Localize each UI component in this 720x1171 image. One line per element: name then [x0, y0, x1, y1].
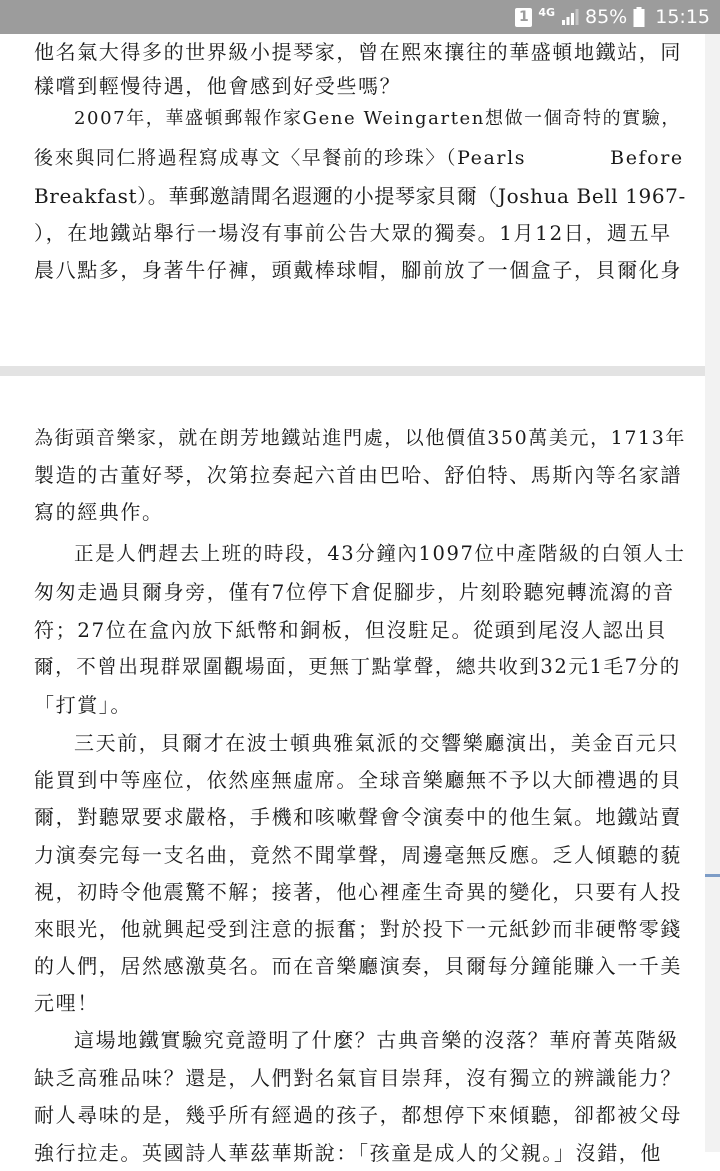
text-line: 來眼光，他就興起受到注意的振奮；對於投下一元紙鈔而非硬幣零錢 [34, 917, 682, 941]
text-line: 製造的古董好琴，次第拉奏起六首由巴哈、舒伯特、馬斯內等名家譜 [34, 463, 682, 487]
battery-percentage: 85% [585, 6, 628, 28]
sim-badge: 1 [515, 8, 532, 27]
text-line: 樣嚐到輕慢待遇，他會感到好受些嗎？ [34, 74, 402, 98]
text-line: 元哩！ [34, 991, 99, 1015]
scroll-position-marker[interactable] [705, 874, 720, 877]
text-line: ），在地鐵站舉行一場沒有事前公告大眾的獨奏。1月12日，週五早 [34, 221, 672, 245]
text-line: 強行拉走。英國詩人華茲華斯說：「孩童是成人的父親。」沒錯，他 [34, 1141, 662, 1165]
network-type-label: 4G [538, 5, 555, 19]
text-line: 的人們，居然感激莫名。而在音樂廳演奏，貝爾每分鐘能賺入一千美 [34, 954, 682, 978]
text-line: 三天前，貝爾才在波士頓典雅氣派的交響樂廳演出，美金百元只 [74, 731, 679, 755]
status-icons [515, 0, 710, 34]
text-line: 寫的經典作。 [34, 500, 164, 524]
text-line: 力演奏完每一支名曲，竟然不聞掌聲，周邊毫無反應。乏人傾聽的藐 [34, 843, 682, 867]
text-line: 正是人們趕去上班的時段，43分鐘內1097位中產階級的白領人士 [74, 542, 686, 565]
text-line: 為街頭音樂家，就在朗芳地鐵站進門處，以他價值350萬美元，1713年 [34, 427, 687, 449]
signal-strength-icon [561, 9, 579, 25]
scroll-track[interactable] [705, 34, 720, 1152]
text-line: 後來與同仁將過程寫成專文〈早餐前的珍珠〉（Pearls Before [34, 147, 684, 169]
page-break [0, 366, 705, 376]
text-line: 這場地鐵實驗究竟證明了什麼？古典音樂的沒落？華府菁英階級 [74, 1028, 679, 1052]
text-line: 「打賞」。 [34, 693, 132, 717]
battery-icon [633, 7, 645, 27]
text-line: 爾，不曾出現群眾圍觀場面，更無丁點掌聲，總共收到32元1毛7分的 [34, 655, 681, 678]
clock: 15:15 [655, 6, 710, 28]
text-line: 他名氣大得多的世界級小提琴家，曾在熙來攘往的華盛頓地鐵站，同 [34, 40, 682, 64]
text-line: Breakfast）。華郵邀請聞名遐邇的小提琴家貝爾（Joshua Bell 1967- [34, 184, 686, 208]
text-line: 符；27位在盒內放下紙幣和銅板，但沒駐足。從頭到尾沒人認出貝 [34, 618, 668, 642]
text-line: 耐人尋味的是，幾乎所有經過的孩子，都想停下來傾聽，卻都被父母 [34, 1103, 682, 1127]
text-line: 視，初時令他震驚不解；接著，他心裡產生奇異的變化，只要有人投 [34, 880, 682, 904]
text-line: 爾，對聽眾要求嚴格，手機和咳嗽聲會令演奏中的他生氣。地鐵站賣 [34, 805, 682, 829]
status-bar [0, 0, 720, 34]
text-line: 晨八點多，身著牛仔褲，頭戴棒球帽，腳前放了一個盒子，貝爾化身 [34, 258, 682, 282]
text-line: 能買到中等座位，依然座無虛席。全球音樂廳無不予以大師禮遇的貝 [34, 768, 682, 792]
text-line: 匆匆走過貝爾身旁，僅有7位停下倉促腳步，片刻聆聽宛轉流瀉的音 [34, 580, 675, 604]
text-line: 缺乏高雅品味？還是，人們對名氣盲目崇拜，沒有獨立的辨識能力？ [34, 1066, 682, 1090]
text-line: 2007年，華盛頓郵報作家Gene Weingarten想做一個奇特的實驗， [74, 108, 681, 129]
